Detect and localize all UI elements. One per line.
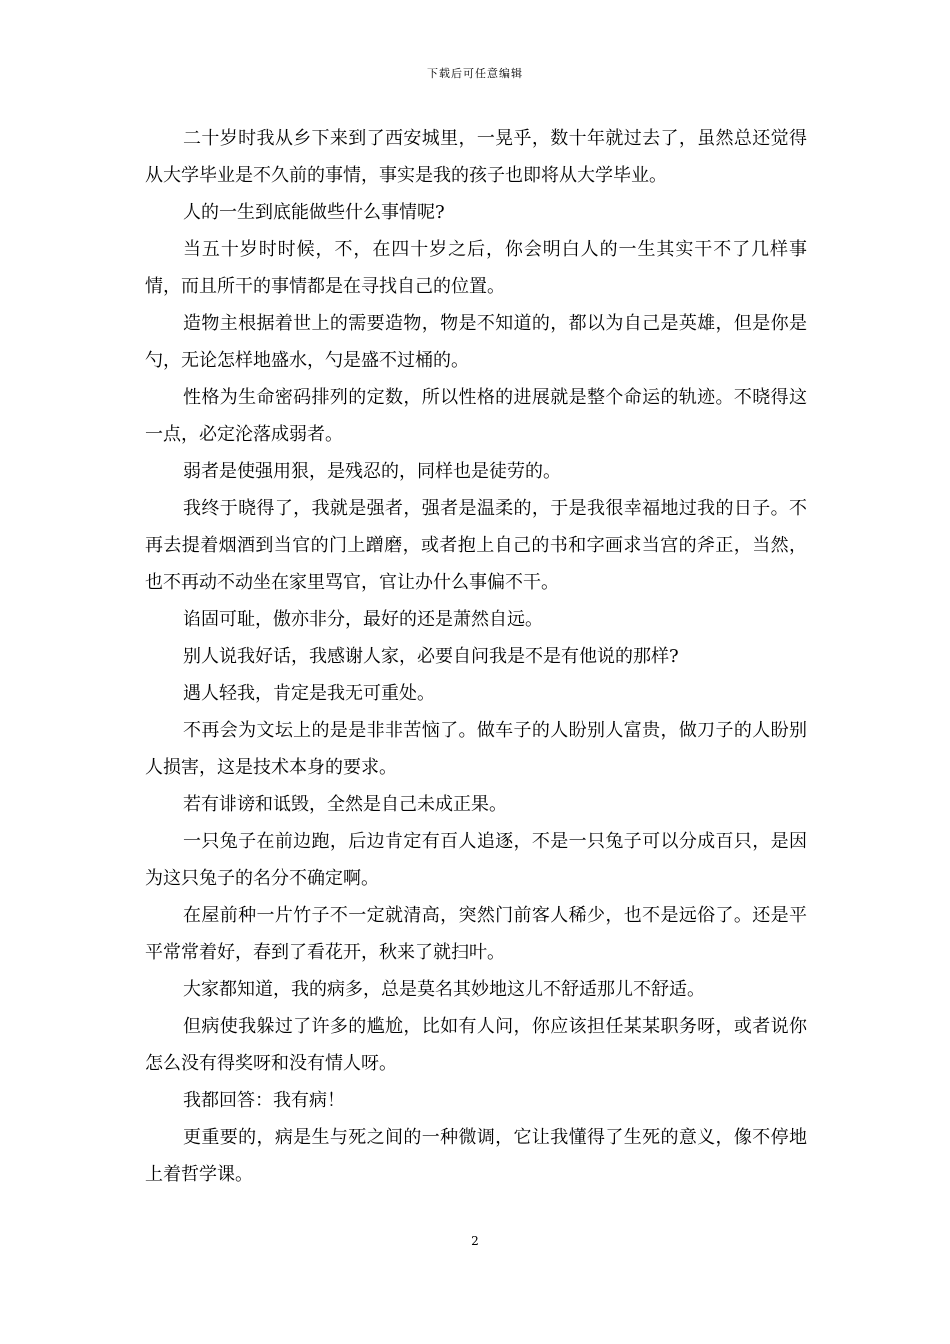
paragraph: 当五十岁时时候，不，在四十岁之后，你会明白人的一生其实干不了几样事情，而且所干的事情都是在寻找自己的位置。 [145,239,807,297]
paragraph: 我终于晓得了，我就是强者，强者是温柔的，于是我很幸福地过我的日子。不再去提着烟酒到当官的门上蹭磨，或者抱上自己的书和字画求当宫的斧正，当然，也不再动不动坐在家里骂官，官让办什么事偏不干。 [145,498,807,593]
paragraph: 别人说我好话，我感谢人家，必要自问我是不是有他说的那样? [183,646,679,667]
paragraph: 在屋前种一片竹子不一定就清高，突然门前客人稀少，也不是远俗了。还是平平常常着好，春到了看花开，秋来了就扫叶。 [145,905,807,963]
paragraph: 但病使我躲过了许多的尴尬，比如有人问，你应该担任某某职务呀，或者说你怎么没有得奖呀和没有情人呀。 [145,1016,807,1074]
page-header: 下载后可任意编辑 [427,67,523,80]
paragraph: 二十岁时我从乡下来到了西安城里，一晃乎，数十年就过去了，虽然总还觉得从大学毕业是不久前的事情，事实是我的孩子也即将从大学毕业。 [145,128,807,186]
paragraph: 我都回答：我有病！ [183,1090,345,1111]
paragraph: 更重要的，病是生与死之间的一种微调，它让我懂得了生死的意义，像不停地上着哲学课。 [145,1127,807,1185]
paragraph: 人的一生到底能做些什么事情呢? [183,202,445,223]
paragraph: 不再会为文坛上的是是非非苦恼了。做车子的人盼别人富贵，做刀子的人盼别人损害，这是技术本身的要求。 [145,720,807,778]
page-number: 2 [471,1234,479,1248]
paragraph: 若有诽谤和诋毁，全然是自己未成正果。 [183,794,507,815]
document-body [145,120,807,1193]
paragraph: 谄固可耻，傲亦非分，最好的还是萧然自远。 [183,609,543,630]
paragraph: 造物主根据着世上的需要造物，物是不知道的，都以为自己是英雄，但是你是勺，无论怎样地盛水，勺是盛不过桶的。 [145,313,807,371]
paragraph: 弱者是使强用狠，是残忍的，同样也是徒劳的。 [183,461,561,482]
paragraph: 性格为生命密码排列的定数，所以性格的进展就是整个命运的轨迹。不晓得这一点，必定沦落成弱者。 [145,387,807,445]
paragraph: 大家都知道，我的病多，总是莫名其妙地这儿不舒适那儿不舒适。 [183,979,705,1000]
paragraph: 遇人轻我，肯定是我无可重处。 [183,683,435,704]
paragraph: 一只兔子在前边跑，后边肯定有百人追逐，不是一只兔子可以分成百只，是因为这只兔子的名分不确定啊。 [145,831,807,889]
